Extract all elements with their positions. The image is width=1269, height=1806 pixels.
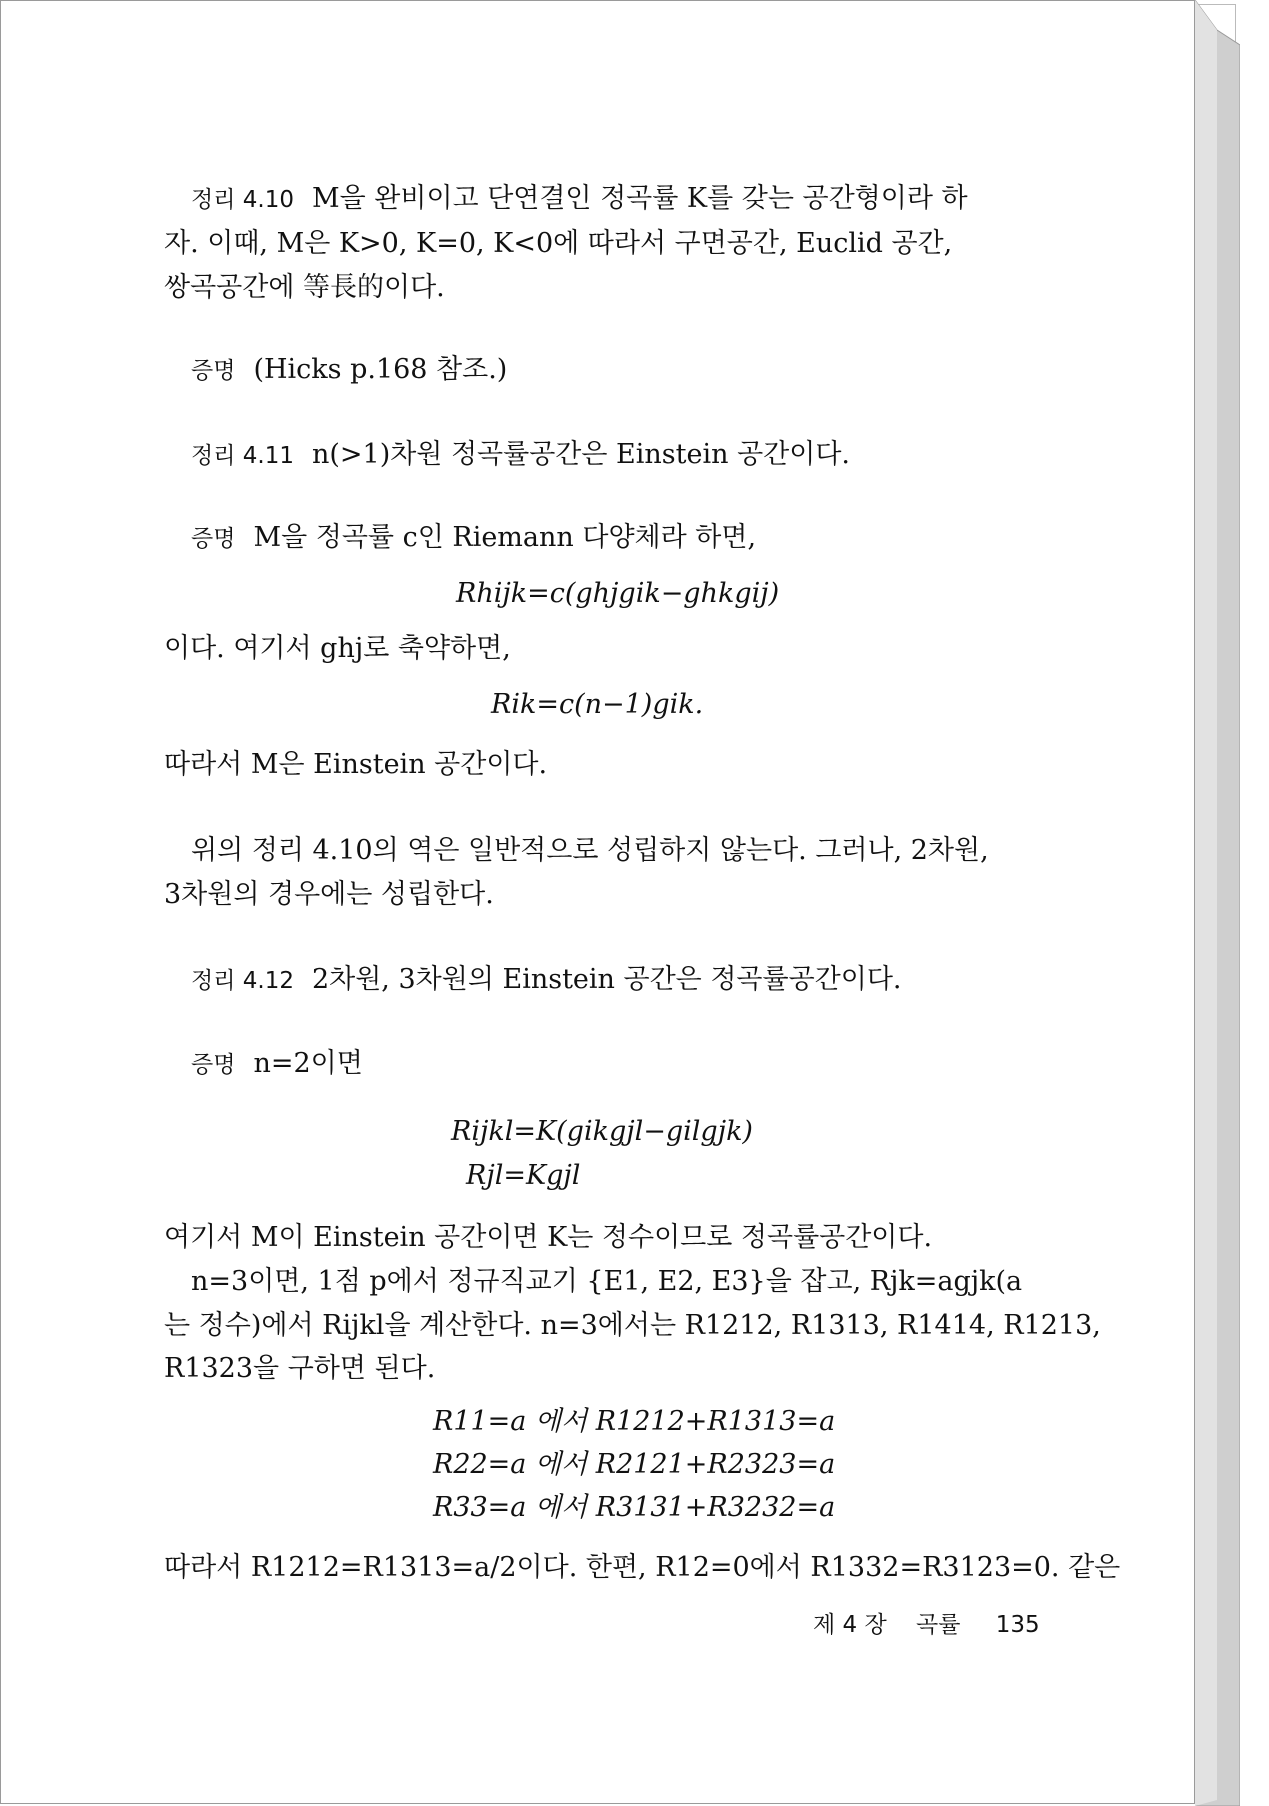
equation-2d-ricci: Rjl=Kgjl bbox=[466, 1160, 581, 1191]
proof-4-12-line-3: n=3이면, 1점 p에서 정규직교기 {E1, E2, E3}을 잡고, Rjk=agjk(a bbox=[191, 1266, 1023, 1297]
theorem-4-12: 정리 4.12 2차원, 3차원의 Einstein 공간은 정곡률공간이다. bbox=[191, 964, 902, 995]
paragraph-line-1: 위의 정리 4.10의 역은 일반적으로 성립하지 않는다. 그러나, 2차원, bbox=[191, 835, 989, 866]
equation-curvature-tensor: Rhijk=c(ghjgik−ghkgij) bbox=[456, 578, 780, 609]
theorem-4-10-line-3: 쌍곡공간에 等長的이다. bbox=[164, 272, 445, 303]
proof-4-12-line-6: 따라서 R1212=R1313=a/2이다. 한편, R12=0에서 R1332=R3123=0. 같은 bbox=[164, 1552, 1121, 1583]
equation-r22: R22=a 에서 R2121+R2323=a bbox=[433, 1449, 836, 1480]
proof-label: 증명 bbox=[191, 358, 236, 384]
proof-4-10: 증명 (Hicks p.168 참조.) bbox=[191, 354, 508, 385]
equation-r11: R11=a 에서 R1212+R1313=a bbox=[433, 1406, 836, 1437]
theorem-label: 정리 4.12 bbox=[191, 968, 294, 994]
chapter-title: 곡률 bbox=[916, 1612, 961, 1638]
proof-4-12-line-5: R1323을 구하면 된다. bbox=[164, 1353, 436, 1384]
paragraph-line-2: 3차원의 경우에는 성립한다. bbox=[164, 879, 494, 910]
page-number: 135 bbox=[995, 1612, 1040, 1638]
proof-4-12-line-4: 는 정수)에서 Rijkl을 계산한다. n=3에서는 R1212, R1313, R1414, R1213, bbox=[164, 1310, 1101, 1341]
theorem-4-10-line-2: 자. 이때, M은 K>0, K=0, K<0에 따라서 구면공간, Euclid 공간, bbox=[164, 228, 953, 259]
chapter-number: 제 4 장 bbox=[813, 1612, 887, 1638]
equation-ricci: Rik=c(n−1)gik. bbox=[491, 689, 704, 720]
theorem-4-10-line-1: 정리 4.10 M을 완비이고 단연결인 정곡률 K를 갖는 공간형이라 하 bbox=[191, 183, 968, 214]
proof-label: 증명 bbox=[191, 1052, 236, 1078]
proof-4-11-line-1: 증명 M을 정곡률 c인 Riemann 다양체라 하면, bbox=[191, 522, 757, 553]
book-page-edge bbox=[1195, 0, 1240, 1806]
equation-2d-curvature: Rijkl=K(gikgjl−gilgjk) bbox=[451, 1116, 753, 1147]
proof-label: 증명 bbox=[191, 526, 236, 552]
theorem-label: 정리 4.11 bbox=[191, 443, 294, 469]
proof-4-11-line-3: 따라서 M은 Einstein 공간이다. bbox=[164, 749, 548, 780]
proof-4-12-line-1: 증명 n=2이면 bbox=[191, 1048, 363, 1079]
theorem-4-11: 정리 4.11 n(>1)차원 정곡률공간은 Einstein 공간이다. bbox=[191, 439, 850, 470]
proof-4-12-line-2: 여기서 M이 Einstein 공간이면 K는 정수이므로 정곡률공간이다. bbox=[164, 1222, 933, 1253]
equation-r33: R33=a 에서 R3131+R3232=a bbox=[433, 1492, 836, 1523]
theorem-label: 정리 4.10 bbox=[191, 187, 294, 213]
proof-4-11-line-2: 이다. 여기서 ghj로 축약하면, bbox=[164, 633, 511, 664]
page-footer bbox=[813, 1606, 1040, 1639]
